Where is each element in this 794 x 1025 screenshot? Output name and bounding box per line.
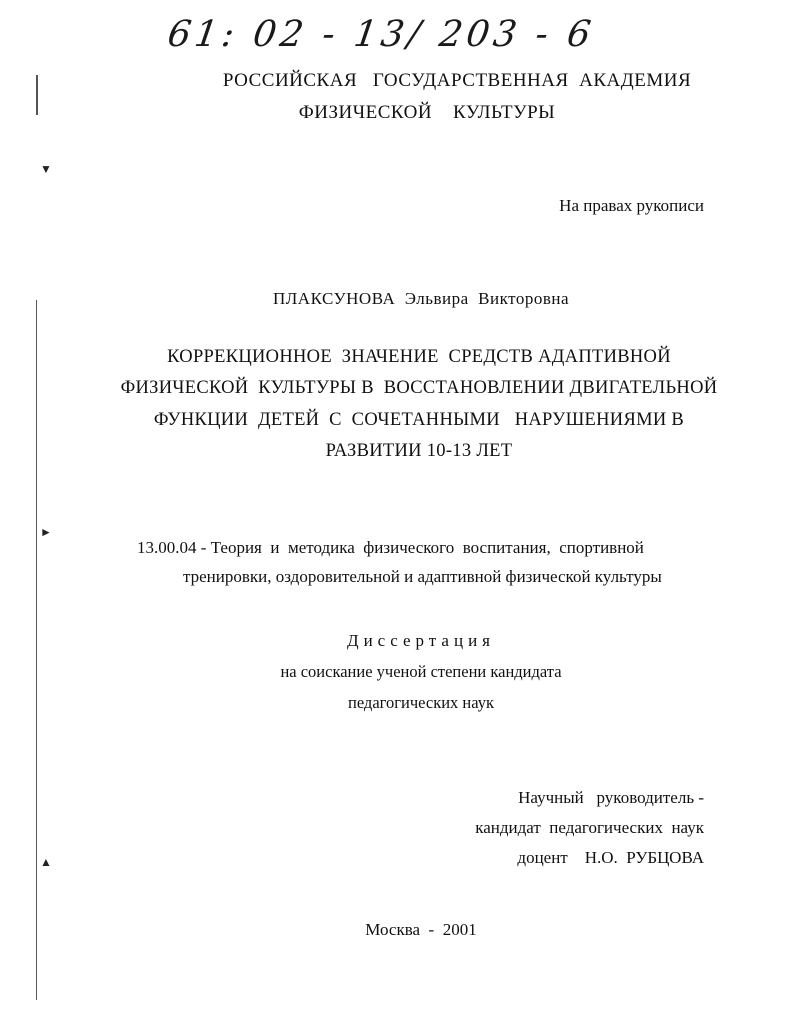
dissertation-degree-line: на соискание ученой степени кандидата: [280, 662, 562, 681]
dissertation-field-line: педагогических наук: [347, 693, 495, 712]
rights-note: На правах рукописи: [559, 196, 704, 215]
supervisor-line-2: кандидат педагогических наук: [475, 818, 704, 837]
scan-arrow-mark: ▼: [40, 162, 52, 176]
institution-line-2: ФИЗИЧЕСКОЙ КУЛЬТУРЫ: [298, 102, 556, 123]
specialty-line-1: 13.00.04 - Теория и методика физического воспитания, спортивной: [137, 538, 644, 557]
title-line-3: ФУНКЦИИ ДЕТЕЙ С СОЧЕТАННЫМИ НАРУШЕНИЯМИ В: [153, 410, 685, 430]
author-name: ПЛАКСУНОВА Эльвира Викторовна: [273, 289, 569, 308]
scan-arrow-mark: ►: [40, 525, 52, 539]
supervisor-line-1: Научный руководитель -: [518, 788, 704, 807]
scan-arrow-mark: ▲: [40, 855, 52, 869]
handwritten-catalog-number: 61: 02 - 13/ 203 - 6: [165, 14, 598, 55]
specialty-line-2: тренировки, оздоровительной и адаптивной физической культуры: [183, 567, 662, 586]
title-line-1: КОРРЕКЦИОННОЕ ЗНАЧЕНИЕ СРЕДСТВ АДАПТИВНОЙ: [167, 347, 671, 367]
city-year: Москва - 2001: [365, 920, 477, 939]
institution-line-1: РОССИЙСКАЯ ГОСУДАРСТВЕННАЯ АКАДЕМИЯ: [222, 70, 692, 91]
dissertation-heading: Диссертация: [346, 631, 495, 650]
title-line-2: ФИЗИЧЕСКОЙ КУЛЬТУРЫ В ВОССТАНОВЛЕНИИ ДВИГАТЕЛЬНОЙ: [120, 378, 718, 398]
supervisor-line-3: доцент Н.О. РУБЦОВА: [517, 848, 704, 867]
title-line-4: РАЗВИТИИ 10-13 ЛЕТ: [325, 441, 513, 461]
